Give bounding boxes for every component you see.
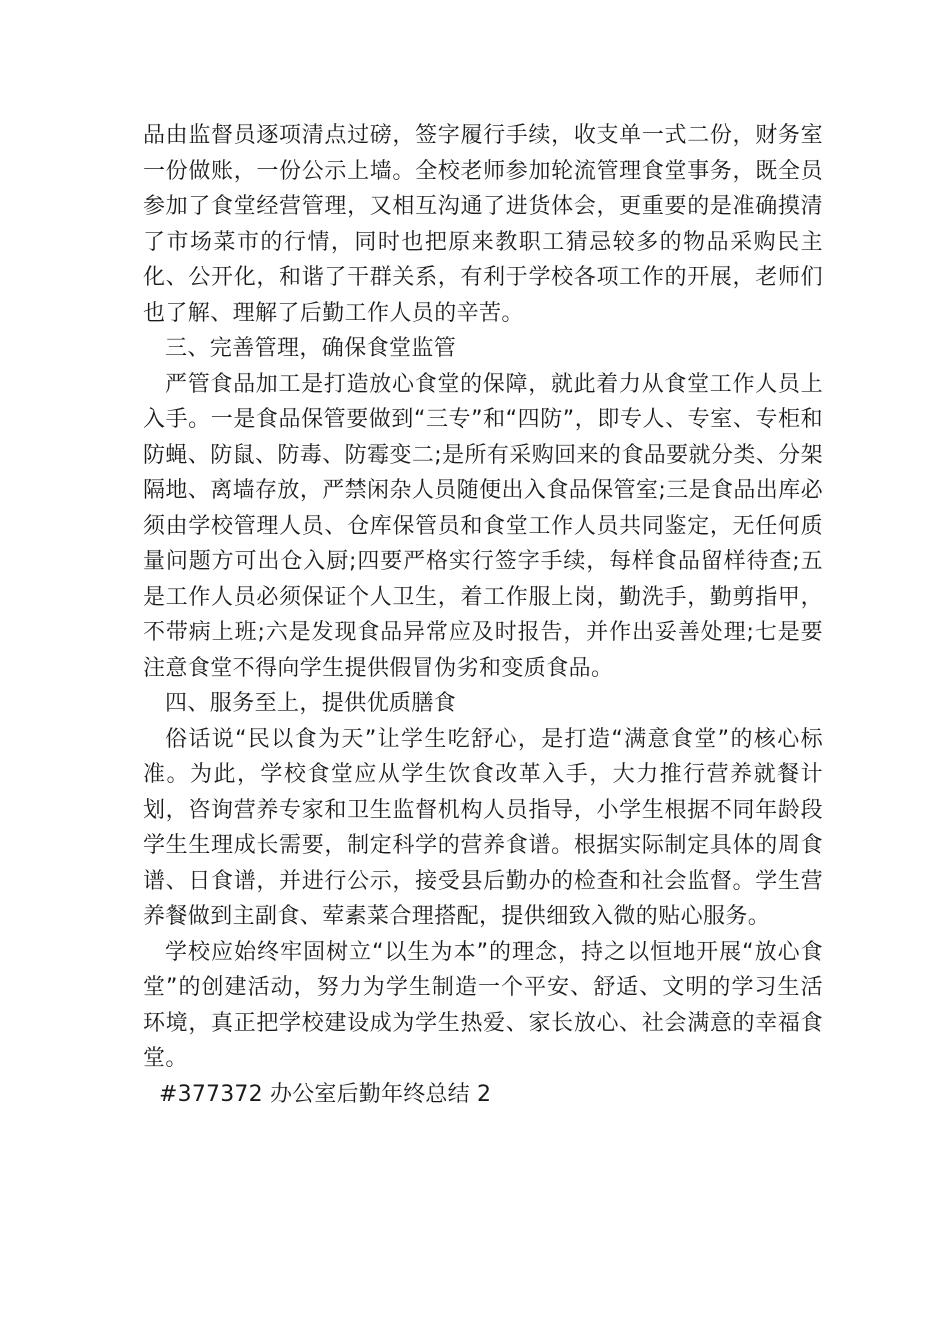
paragraph-nutrition: 俗话说“民以食为天”让学生吃舒心，是打造“满意食堂”的核心标准。为此，学校食堂应从学生饮食改革入手，大力推行营养就餐计划，咨询营养专家和卫生监督机构人员指导，小学生根据不同年龄段学生生理成长需要，制定科学的营养食谱。根据实际制定具体的周食谱、日食谱，并进行公示，接受县后勤办的检查和社会监督。学生营养餐做到主副食、荤素菜合理搭配，提供细致入微的贴心服务。 (143, 726, 823, 929)
document-body (143, 118, 823, 1112)
paragraph-procurement: 品由监督员逐项清点过磅，签字履行手续，收支单一式二份，财务室一份做账，一份公示上墙。全校老师参加轮流管理食堂事务，既全员参加了食堂经营管理，又相互沟通了进货体会，更重要的是准确摸清了市场菜市的行情，同时也把原来教职工猜忌较多的物品采购民主化、公开化，和谐了干群关系，有利于学校各项工作的开展，老师们也了解、理解了后勤工作人员的辛苦。 (143, 123, 823, 326)
document-footer-id: #377372 办公室后勤年终总结 2 (159, 1081, 492, 1107)
section-heading-3: 三、完善管理，确保食堂监管 (165, 336, 457, 361)
paragraph-food-handling: 严管食品加工是打造放心食堂的保障，就此着力从食堂工作人员上入手。一是食品保管要做到“三专”和“四防”，即专人、专室、专柜和防蝇、防鼠、防毒、防霉变二;是所有采购回来的食品要就分类、分架隔地、离墙存放，严禁闲杂人员随便出入食品保管室;三是食品出库必须由学校管理人员、仓库保管员和食堂工作人员共同鉴定，无任何质量问题方可出仓入厨;四要严格实行签字手续，每样食品留样待查;五是工作人员必须保证个人卫生，着工作服上岗，勤洗手，勤剪指甲，不带病上班;六是发现食品异常应及时报告，并作出妥善处理;七是要注意食堂不得向学生提供假冒伪劣和变质食品。 (143, 371, 823, 681)
section-heading-4: 四、服务至上，提供优质膳食 (165, 691, 457, 716)
paragraph-conclusion: 学校应始终牢固树立“以生为本”的理念，持之以恒地开展“放心食堂”的创建活动，努力为学生制造一个平安、舒适、文明的学习生活环境，真正把学校建设成为学生热爱、家长放心、社会满意的幸福食堂。 (143, 939, 823, 1071)
